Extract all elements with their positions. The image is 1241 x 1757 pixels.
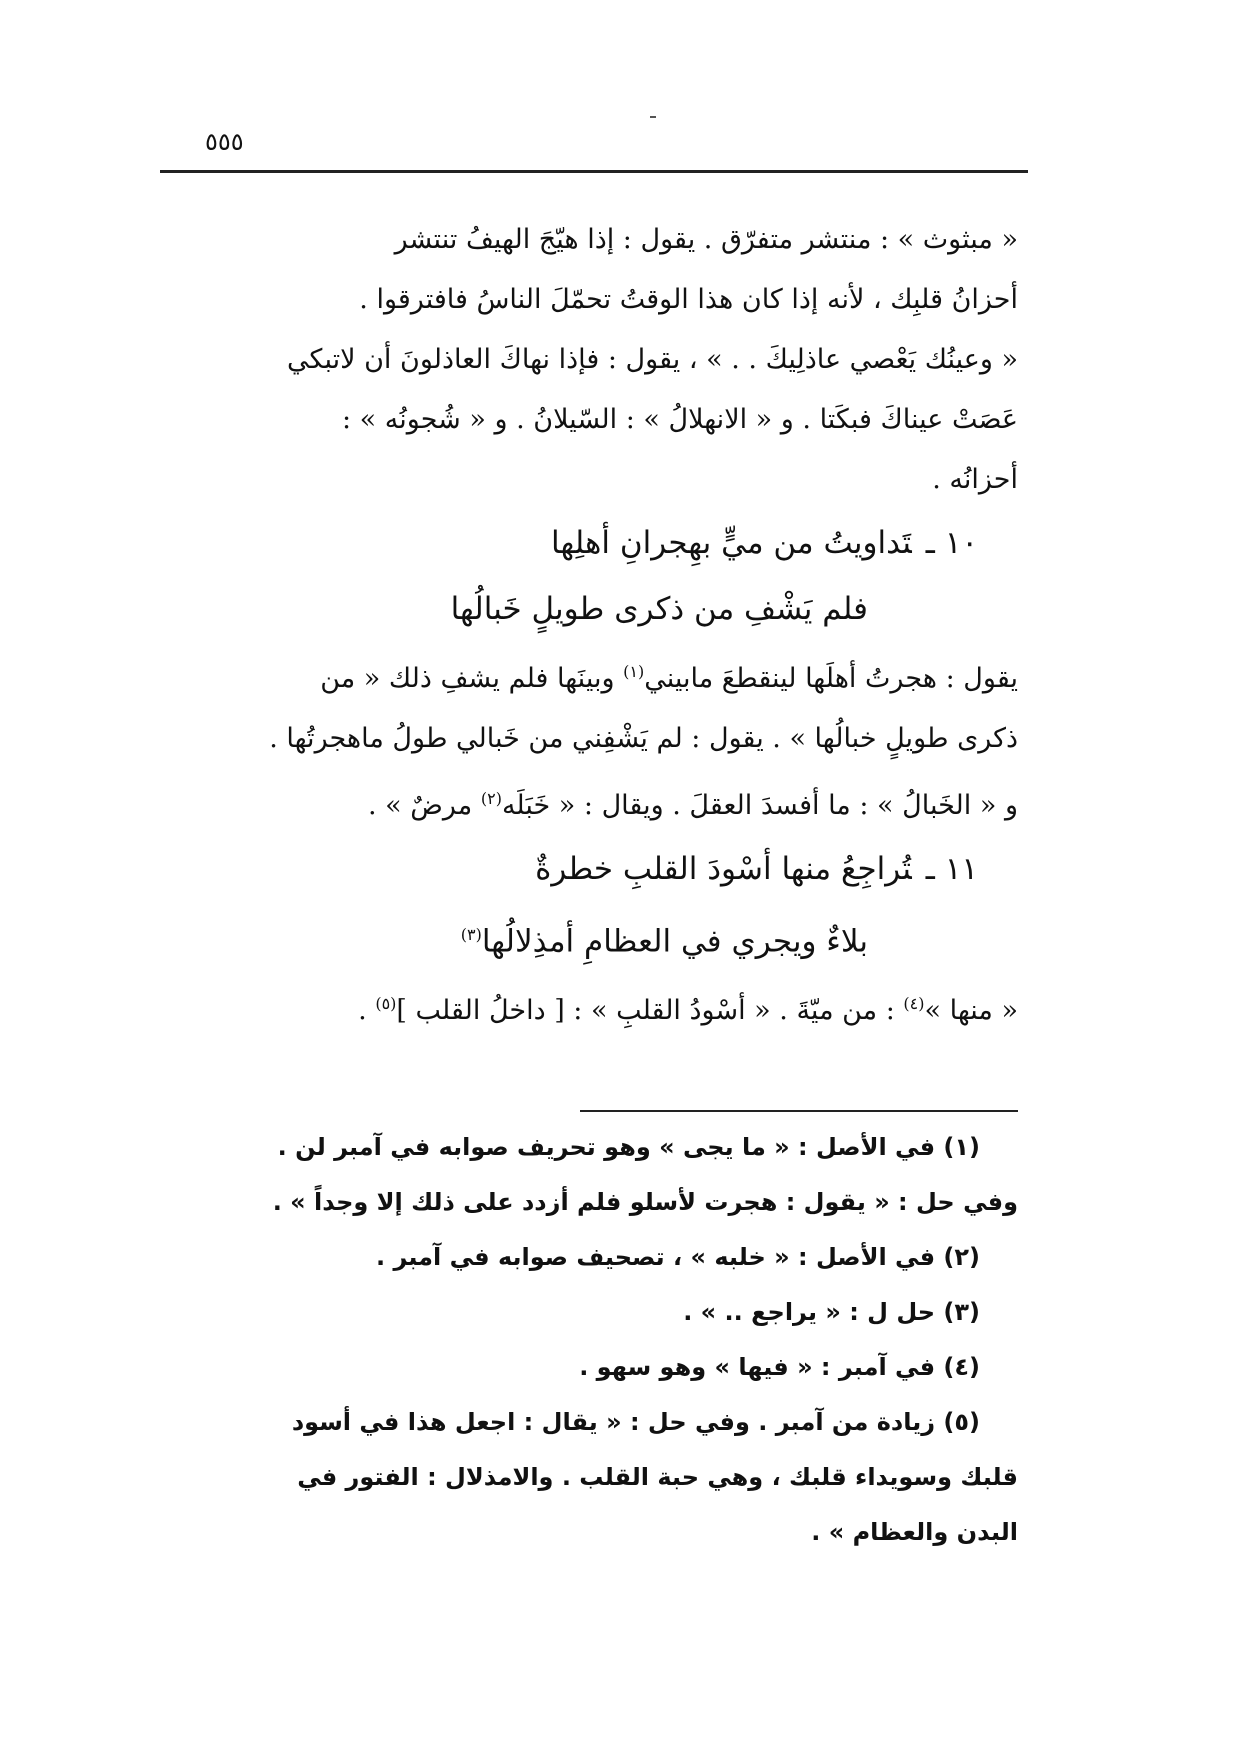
header-rule: [160, 170, 1028, 173]
footnote-marker: (٤): [903, 994, 925, 1014]
footnote-line: وفي حل : « يقول : هجرت لأسلو فلم أزدد على ذلك إلا وجداً » .: [272, 1188, 1018, 1216]
footnote-line: (٤) في آمبر : « فيها » وهو سهو .: [579, 1353, 980, 1381]
verse-11-first-hemistich: [170, 836, 1018, 902]
text-run: .: [358, 995, 367, 1027]
hemistich-text: بلاءٌ ويجري في العظامِ أمذِلالُها: [481, 923, 868, 960]
text-run: « منها »: [924, 995, 1018, 1027]
commentary-line: ذكرى طويلٍ خبالُها » . يقول : لم يَشْفِني من خَبالي طولُ ماهجرتُها .: [269, 723, 1018, 754]
commentary-line: [170, 974, 1018, 1041]
commentary-line: [170, 769, 1018, 836]
hemistich-text: فلم يَشْفِ من ذكرى طويلٍ خَبالُها: [450, 591, 868, 627]
verse-10-first-hemistich: [170, 510, 1018, 576]
footnote-line: (٥) زيادة من آمبر . وفي حل : « يقال : اجعل هذا في أسود: [291, 1408, 980, 1436]
footnote-marker: (٥): [375, 994, 397, 1014]
commentary-line: « وعينُك يَعْصي عاذلِيكَ . . » ، يقول : فإذا نهاكَ العاذلونَ أن لاتبكي: [287, 344, 1018, 375]
footnote-line: البدن والعظام » .: [811, 1518, 1018, 1546]
hemistich-text: تَداويتُ من ميٍّ بهِجرانِ أهلِها: [551, 525, 912, 561]
commentary-line: عَصَتْ عيناكَ فبكَتا . و « الانهلالُ » : السّيلانُ . و « شُجونُه » :: [342, 404, 1018, 435]
footnote-line: (٢) في الأصل : « خلبه » ، تصحيف صوابه في آمبر .: [375, 1243, 980, 1271]
text-run: يقول : هجرتُ أهلَها لينقطعَ مابيني: [644, 663, 1018, 694]
commentary-line: [170, 642, 1018, 709]
verse-11-second-hemistich: [170, 902, 1018, 974]
text-run: وبينَها فلم يشفِ ذلك « من: [320, 663, 615, 694]
verse-10-second-hemistich: [170, 576, 1018, 642]
text-run: : من ميّةَ . « أسْودُ القلبِ » : [ داخلُ القلب ]: [396, 995, 895, 1027]
footnote-line: قلبك وسويداء قلبك ، وهي حبة القلب . والامذلال : الفتور في: [297, 1463, 1018, 1491]
page-number: ٥٥٥: [205, 128, 244, 156]
text-run: مرضٌ » .: [367, 790, 473, 821]
footnote-line: (١) في الأصل : « ما يجى » وهو تحريف صوابه في آمبر لن .: [277, 1133, 980, 1161]
verse-number: ١٠ ـ: [925, 525, 978, 561]
commentary-line: أحزانُه .: [932, 464, 1018, 495]
hemistich-text: تُراجِعُ منها أسْودَ القلبِ خطرةٌ: [535, 851, 912, 887]
footnote-line: (٣) حل ل : « يراجع .. » .: [683, 1298, 980, 1326]
footnotes: [170, 1120, 1018, 1560]
main-text: [170, 210, 1018, 1041]
commentary-line: « مبثوث » : منتشر متفرّق . يقول : إذا هيّجَ الهيفُ تنتشر: [394, 224, 1018, 255]
top-mark: [650, 116, 656, 118]
footnote-marker: (١): [623, 662, 645, 681]
text-run: و « الخَبالُ » : ما أفسدَ العقلَ . ويقال : « خَبَلَه: [501, 790, 1018, 821]
verse-number: ١١ ـ: [925, 851, 978, 887]
footnote-marker: (٢): [480, 789, 502, 808]
footnote-marker: (٣): [460, 925, 482, 944]
commentary-line: أحزانُ قلبِك ، لأنه إذا كان هذا الوقتُ تحمّلَ الناسُ فافترقوا .: [359, 284, 1018, 315]
footnote-rule: [580, 1110, 1018, 1112]
